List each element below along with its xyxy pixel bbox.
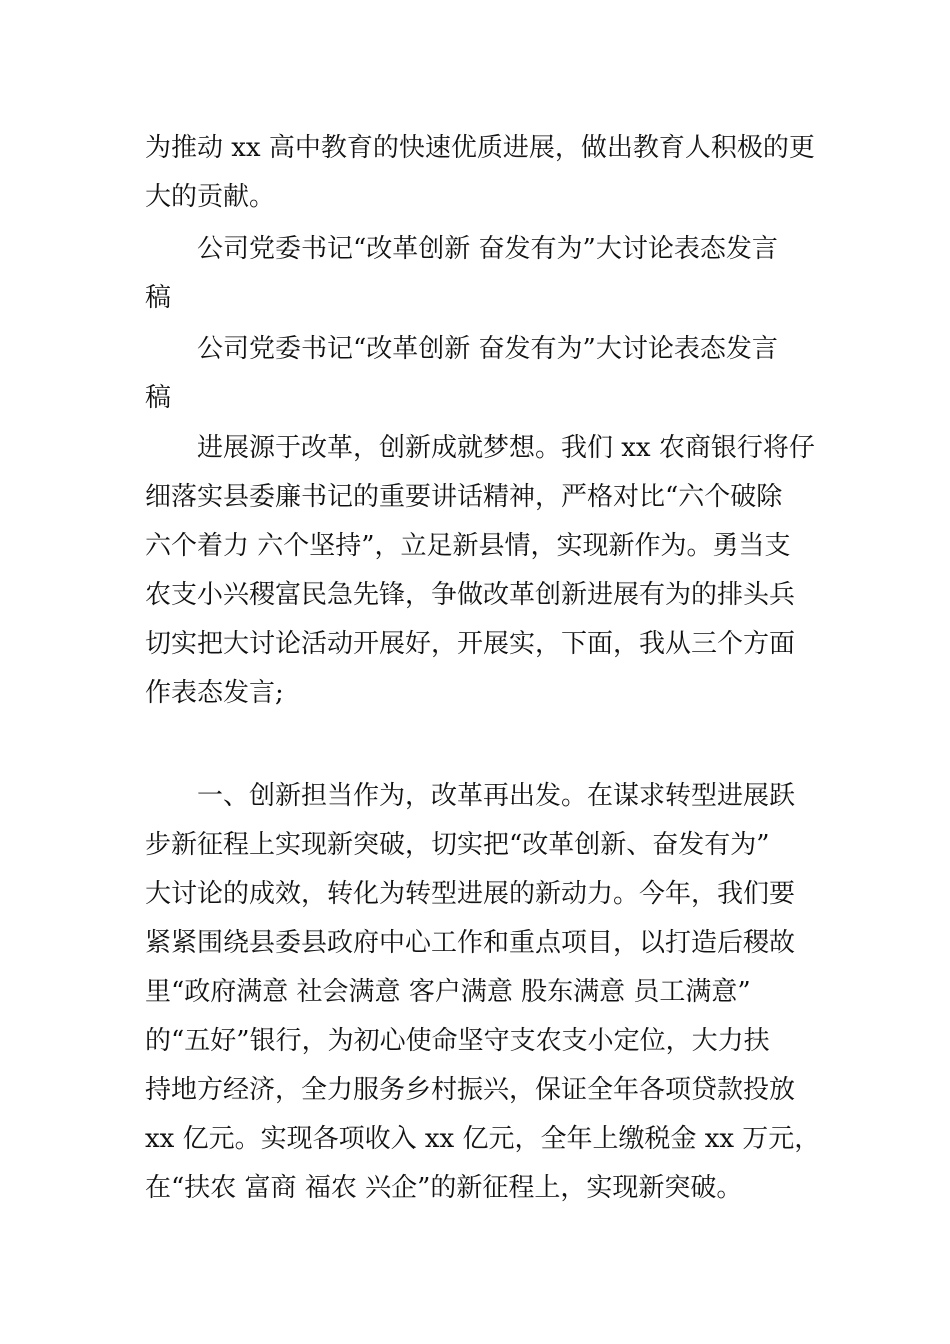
text-line: 在“扶农 富商 福农 兴企”的新征程上，实现新突破。 xyxy=(145,1173,743,1203)
text-line: 作表态发言; xyxy=(145,678,284,708)
paragraph-1 xyxy=(145,124,815,222)
text-line: 稿 xyxy=(145,383,172,413)
text-line: 切实把大讨论活动开展好，开展实，下面，我从三个方面 xyxy=(145,629,796,659)
text-line: 细落实县委廉书记的重要讲话精神，严格对比“六个破除 xyxy=(145,482,783,512)
paragraph-3 xyxy=(145,772,821,1213)
text-line: 稿 xyxy=(145,283,172,313)
title-line-1 xyxy=(145,225,807,323)
text-line: 紧紧围绕县委县政府中心工作和重点项目，以打造后稷故 xyxy=(145,928,796,958)
text-line: 公司党委书记“改革创新 奋发有为”大讨论表态发言 xyxy=(197,234,778,264)
text-line: 农支小兴稷富民急先锋，争做改革创新进展有为的排头兵 xyxy=(145,580,796,610)
title-line-2 xyxy=(145,325,807,423)
text-line: 公司党委书记“改革创新 奋发有为”大讨论表态发言 xyxy=(197,334,778,364)
text-line: 六个着力 六个坚持”，立足新县情，实现新作为。勇当支 xyxy=(145,531,791,561)
text-line: 的“五好”银行，为初心使命坚守支农支小定位，大力扶 xyxy=(145,1026,770,1056)
text-line: 大的贡献。 xyxy=(145,182,276,212)
paragraph-2 xyxy=(145,424,815,718)
text-line: 持地方经济，全力服务乡村振兴，保证全年各项贷款投放 xyxy=(145,1075,796,1105)
text-line: 为推动 xx 高中教育的快速优质进展，做出教育人积极的更 xyxy=(145,133,815,163)
text-line: 里“政府满意 社会满意 客户满意 股东满意 员工满意” xyxy=(145,977,751,1007)
text-line: 进展源于改革，创新成就梦想。我们 xx 农商银行将仔 xyxy=(197,433,815,463)
text-line: 大讨论的成效，转化为转型进展的新动力。今年，我们要 xyxy=(145,879,796,909)
text-line: xx 亿元。实现各项收入 xx 亿元，全年上缴税金 xx 万元， xyxy=(145,1124,821,1154)
text-line: 步新征程上实现新突破，切实把“改革创新、奋发有为” xyxy=(145,830,770,860)
text-line: 一、创新担当作为，改革再出发。在谋求转型进展跃 xyxy=(197,781,796,811)
